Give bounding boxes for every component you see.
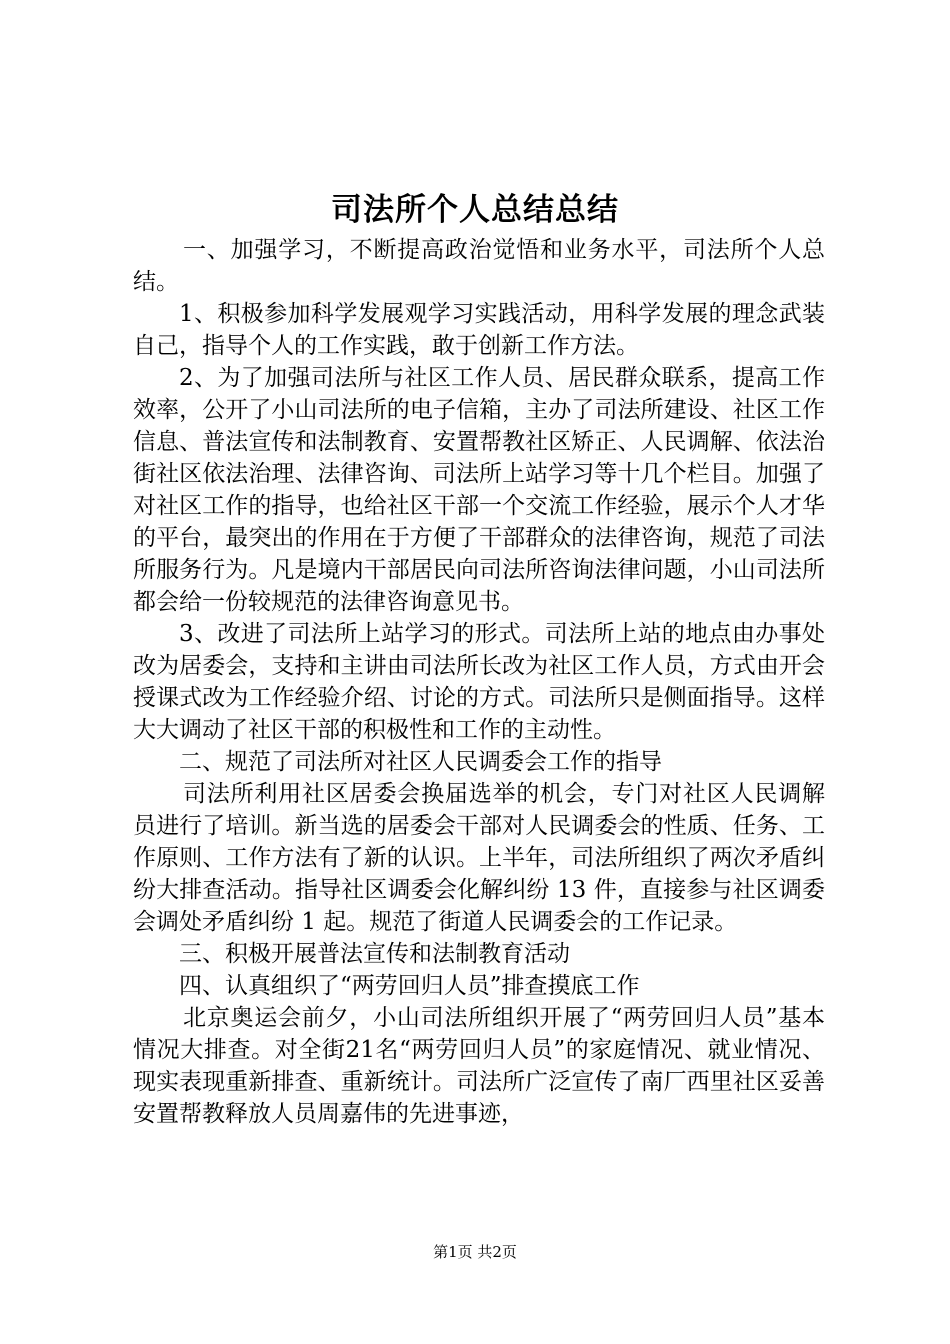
paragraph-section-2-body: 司法所利用社区居委会换届选举的机会，专门对社区人民调解员进行了培训。新当选的居委会干部对人民调委会的性质、任务、工作原则、工作方法有了新的认识。上半年，司法所组织了两次矛盾纠纷大排查活动。指导社区调委会化解纠纷 13 件，直接参与社区调委会调处矛盾纠纷 1 起。规范了街道人民调委会的工作记录。: [133, 781, 825, 935]
paragraph-item-3: 3、改进了司法所上站学习的形式。司法所上站的地点由办事处改为居委会，支持和主讲由司法所长改为社区工作人员，方式由开会授课式改为工作经验介绍、讨论的方式。司法所只是侧面指导。这样大大调动了社区干部的积极性和工作的主动性。: [133, 621, 825, 743]
page-number-footer: 第1页 共2页: [433, 1243, 517, 1261]
paragraph-item-2: 2、为了加强司法所与社区工作人员、居民群众联系，提高工作效率，公开了小山司法所的电子信箱，主办了司法所建设、社区工作信息、普法宣传和法制教育、安置帮教社区矫正、人民调解、依法治街社区依法治理、法律咨询、司法所上站学习等十几个栏目。加强了对社区工作的指导，也给社区干部一个交流工作经验，展示个人才华的平台，最突出的作用在于方便了干部群众的法律咨询，规范了司法所服务行为。凡是境内干部居民向司法所咨询法律问题，小山司法所都会给一份较规范的法律咨询意见书。: [133, 365, 825, 615]
document-body: [133, 234, 825, 1130]
paragraph-section-4-heading: 四、认真组织了“两劳回归人员”排查摸底工作: [179, 973, 640, 999]
paragraph-section-1-heading: 一、加强学习，不断提高政治觉悟和业务水平，司法所个人总结。: [133, 237, 825, 295]
paragraph-section-4-body: 北京奥运会前夕，小山司法所组织开展了“两劳回归人员”基本情况大排查。对全街21名“两劳回归人员”的家庭情况、就业情况、现实表现重新排查、重新统计。司法所广泛宣传了南厂西里社区妥善安置帮教释放人员周嘉伟的先进事迹，: [133, 1005, 825, 1127]
document-title: 司法所个人总结总结: [331, 192, 619, 228]
paragraph-section-2-heading: 二、规范了司法所对社区人民调委会工作的指导: [179, 749, 662, 775]
paragraph-item-1: 1、积极参加科学发展观学习实践活动，用科学发展的理念武装自己，指导个人的工作实践，敢于创新工作方法。: [133, 301, 825, 359]
paragraph-section-3-heading: 三、积极开展普法宣传和法制教育活动: [179, 941, 570, 967]
